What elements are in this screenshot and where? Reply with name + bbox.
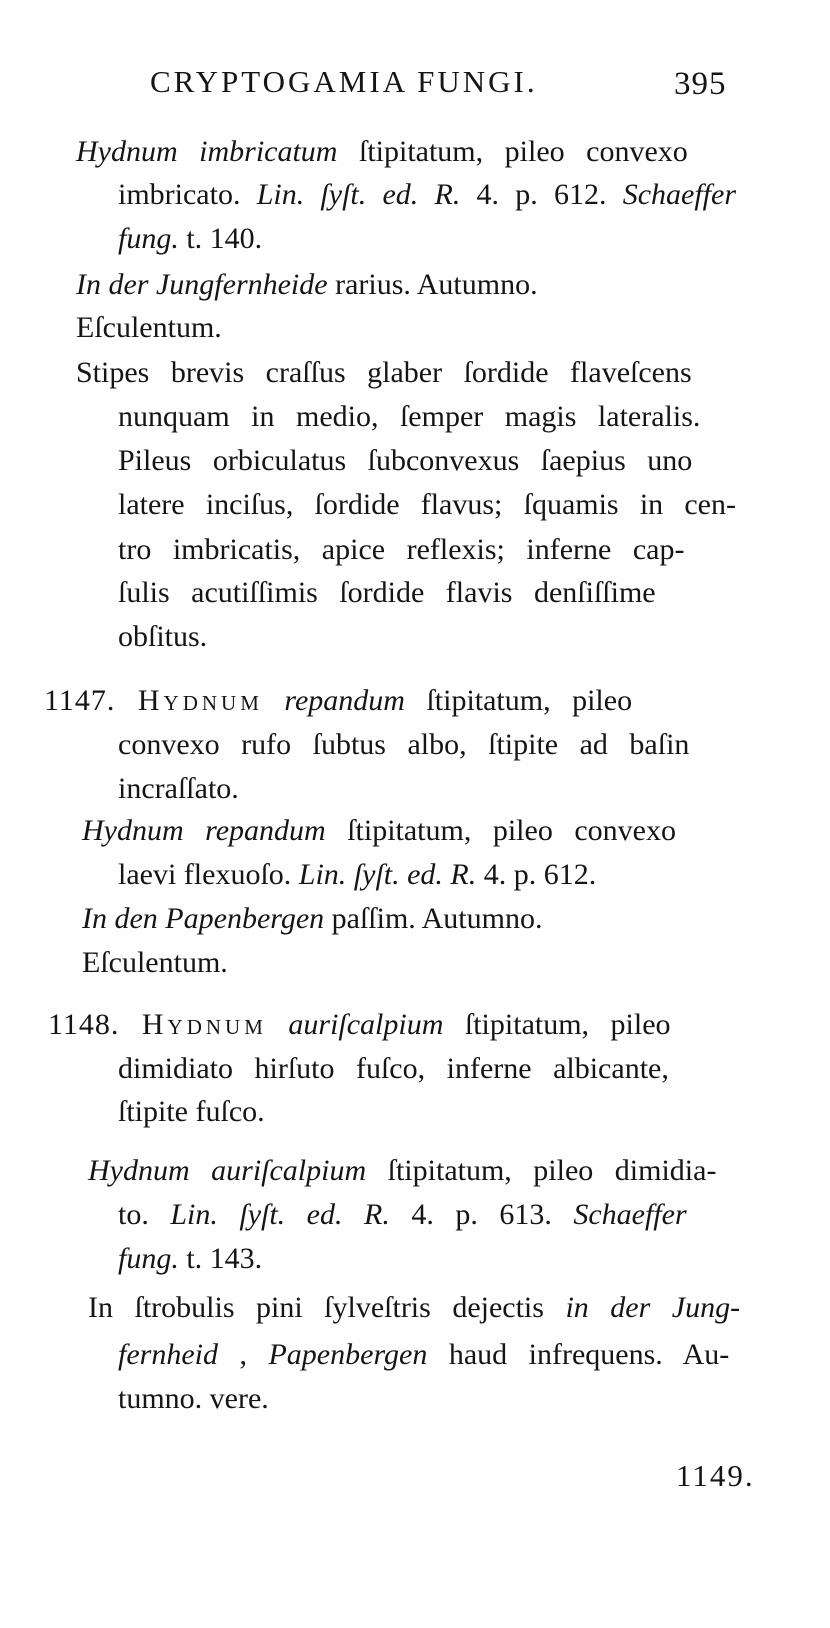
text-segment: to.	[118, 1198, 171, 1231]
text-segment: paſſim. Autumno.	[324, 902, 543, 935]
page-header	[0, 64, 830, 114]
text-segment: t. 143.	[178, 1242, 263, 1275]
italic-segment: fernheid	[118, 1338, 218, 1371]
text-line	[118, 402, 700, 432]
text-line	[82, 816, 676, 846]
text-segment: Stipes brevis craſſus glaber ſordide flaveſcens	[76, 356, 692, 389]
italic-segment: Lin. ſyſt. ed. R.	[170, 1198, 390, 1231]
text-segment: dimidiato hirſuto fuſco, inferne albicante,	[118, 1052, 669, 1085]
text-line	[118, 622, 207, 652]
text-segment: 4. p. 612.	[476, 858, 597, 891]
italic-segment: In der Jungfernheide	[76, 268, 328, 301]
text-line	[76, 270, 538, 300]
text-segment: ſtipitatum, pileo convexo	[325, 814, 676, 847]
text-segment: Pileus orbiculatus ſubconvexus ſaepius uno	[118, 444, 693, 477]
italic-segment: Schaeffer	[622, 178, 736, 211]
text-segment: Eſculentum.	[76, 311, 222, 344]
text-line	[82, 904, 542, 934]
text-segment: imbricato.	[118, 178, 257, 211]
text-line	[76, 313, 222, 343]
text-line	[118, 1200, 687, 1230]
text-line	[118, 1097, 265, 1127]
text-segment: tro imbricatis, apice reflexis; inferne cap-	[118, 533, 685, 566]
text-line	[118, 1340, 729, 1370]
text-segment: incraſſato.	[118, 772, 239, 805]
text-line	[118, 1054, 669, 1084]
text-line	[118, 180, 736, 210]
text-segment: ,	[217, 1338, 269, 1371]
text-segment: ſulis acutiſſimis ſordide flavis denſiſſime	[118, 576, 656, 609]
italic-segment: Hydnum imbricatum	[76, 135, 338, 168]
text-line	[118, 446, 692, 476]
text-segment: In ſtrobulis pini ſylveſtris dejectis	[88, 1291, 566, 1324]
italic-segment: Lin. ſyſt. ed. R.	[298, 858, 477, 891]
text-line	[44, 686, 632, 716]
catchword: 1149.	[676, 1458, 755, 1493]
italic-segment: auriſcalpium	[288, 1008, 444, 1041]
italic-segment: fung.	[118, 1242, 179, 1275]
text-line	[118, 535, 684, 565]
italic-segment: Hydnum auriſcalpium	[88, 1154, 367, 1187]
text-line	[88, 1293, 740, 1323]
italic-segment: repandum	[284, 684, 405, 717]
text-segment: tumno. vere.	[118, 1382, 269, 1415]
text-segment: ſtipitatum, pileo dimidia-	[366, 1154, 717, 1187]
text-segment: laevi flexuoſo.	[118, 858, 299, 891]
text-line	[88, 1156, 716, 1186]
italic-segment: Schaeffer	[573, 1198, 687, 1231]
genus-name: Hydnum	[141, 1008, 267, 1041]
text-line	[118, 490, 736, 520]
text-segment: ſtipitatum, pileo convexo	[337, 135, 688, 168]
running-title: CRYPTOGAMIA FUNGI.	[150, 64, 538, 99]
text-segment	[267, 1008, 289, 1041]
text-line	[48, 1010, 671, 1040]
entry-number: 1147.	[44, 684, 138, 717]
text-segment: convexo rufo ſubtus albo, ſtipite ad baſin	[118, 728, 690, 761]
italic-segment: fung.	[118, 222, 179, 255]
italic-segment: Lin. ſyſt. ed. R.	[256, 178, 461, 211]
italic-segment: Hydnum repandum	[82, 814, 326, 847]
text-line	[118, 1384, 269, 1414]
text-segment: 4. p. 612.	[460, 178, 623, 211]
text-line	[118, 860, 596, 890]
page-number: 395	[674, 66, 727, 102]
italic-segment: Papenbergen	[268, 1338, 428, 1371]
text-segment: rarius. Autumno.	[327, 268, 538, 301]
text-segment: ſtipite fuſco.	[118, 1095, 265, 1128]
text-line	[118, 224, 262, 254]
text-line	[76, 137, 688, 167]
entry-number: 1148.	[48, 1008, 142, 1041]
text-segment: ſtipitatum, pileo	[443, 1008, 671, 1041]
text-segment: latere inciſus, ſordide flavus; ſquamis in cen-	[118, 488, 736, 521]
text-line	[118, 1244, 262, 1274]
text-line	[118, 730, 689, 760]
text-segment	[263, 684, 285, 717]
genus-name: Hydnum	[137, 684, 263, 717]
text-segment: t. 140.	[178, 222, 263, 255]
text-segment: obſitus.	[118, 620, 208, 653]
italic-segment: In den Papenbergen	[82, 902, 325, 935]
text-segment: ſtipitatum, pileo	[404, 684, 633, 717]
text-segment: haud infrequens. Au-	[427, 1338, 730, 1371]
text-segment: 4. p. 613.	[389, 1198, 574, 1231]
text-line	[76, 358, 692, 388]
text-segment: nunquam in medio, ſemper magis lateralis.	[118, 400, 701, 433]
text-line	[118, 774, 239, 804]
text-line	[118, 578, 656, 608]
text-segment: Eſculentum.	[82, 946, 228, 979]
italic-segment: in der Jung-	[565, 1291, 741, 1324]
text-line	[82, 948, 228, 978]
